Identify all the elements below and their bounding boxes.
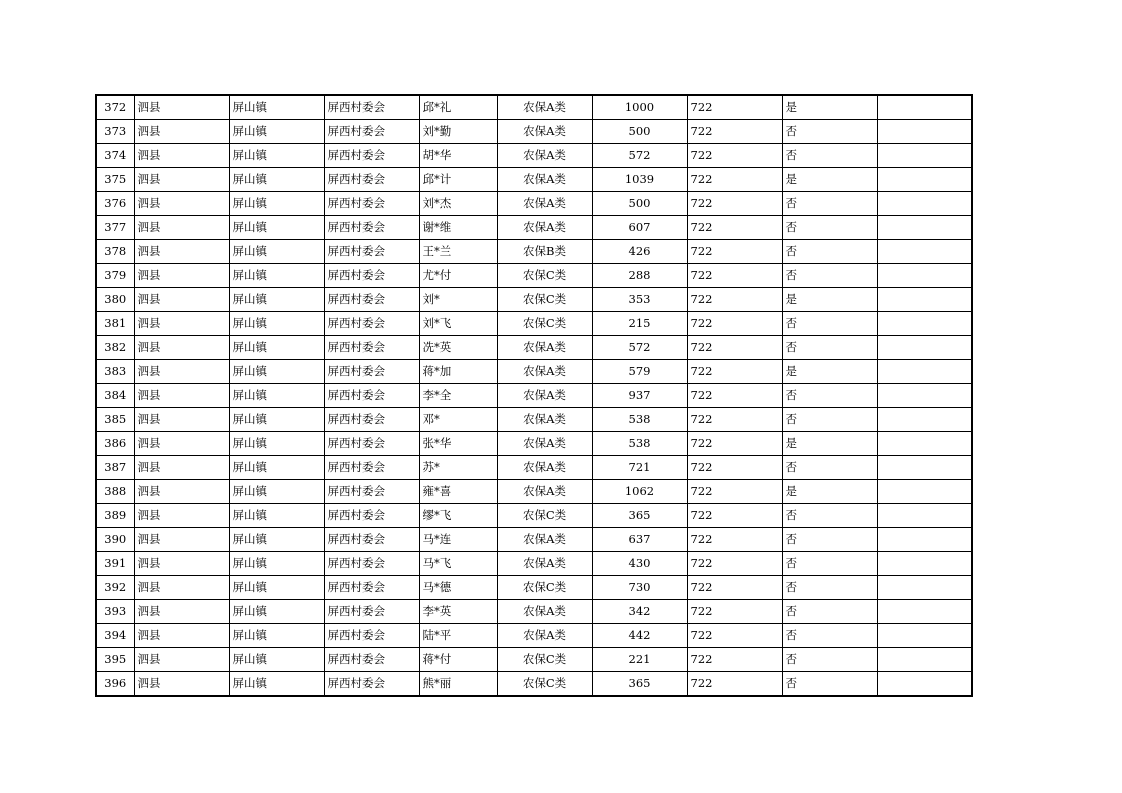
county-cell: 泗县 — [134, 168, 229, 192]
village-cell: 屏西村委会 — [324, 192, 419, 216]
flag-cell: 是 — [782, 168, 877, 192]
county-cell: 泗县 — [134, 504, 229, 528]
name-cell: 刘* — [419, 288, 497, 312]
code-cell: 722 — [687, 120, 782, 144]
code-cell: 722 — [687, 168, 782, 192]
county-cell: 泗县 — [134, 432, 229, 456]
category-cell: 农保C类 — [497, 264, 592, 288]
table-row — [96, 144, 972, 168]
town-cell: 屏山镇 — [229, 672, 324, 697]
note-cell — [877, 408, 972, 432]
county-cell: 泗县 — [134, 336, 229, 360]
category-cell: 农保A类 — [497, 120, 592, 144]
note-cell — [877, 216, 972, 240]
town-cell: 屏山镇 — [229, 432, 324, 456]
note-cell — [877, 672, 972, 697]
county-cell: 泗县 — [134, 528, 229, 552]
name-cell: 李*全 — [419, 384, 497, 408]
amount-cell: 500 — [592, 120, 687, 144]
note-cell — [877, 504, 972, 528]
amount-cell: 1062 — [592, 480, 687, 504]
name-cell: 李*英 — [419, 600, 497, 624]
code-cell: 722 — [687, 408, 782, 432]
county-cell: 泗县 — [134, 648, 229, 672]
category-cell: 农保C类 — [497, 648, 592, 672]
note-cell — [877, 624, 972, 648]
flag-cell: 是 — [782, 480, 877, 504]
county-cell: 泗县 — [134, 216, 229, 240]
amount-cell: 365 — [592, 504, 687, 528]
category-cell: 农保A类 — [497, 624, 592, 648]
note-cell — [877, 648, 972, 672]
amount-cell: 579 — [592, 360, 687, 384]
flag-cell: 否 — [782, 144, 877, 168]
table-row — [96, 120, 972, 144]
amount-cell: 288 — [592, 264, 687, 288]
village-cell: 屏西村委会 — [324, 576, 419, 600]
county-cell: 泗县 — [134, 624, 229, 648]
table-row — [96, 600, 972, 624]
table-row — [96, 432, 972, 456]
amount-cell: 430 — [592, 552, 687, 576]
category-cell: 农保A类 — [497, 552, 592, 576]
flag-cell: 否 — [782, 408, 877, 432]
flag-cell: 否 — [782, 264, 877, 288]
town-cell: 屏山镇 — [229, 528, 324, 552]
code-cell: 722 — [687, 95, 782, 120]
row-number-cell: 392 — [96, 576, 134, 600]
name-cell: 邱*礼 — [419, 95, 497, 120]
note-cell — [877, 95, 972, 120]
code-cell: 722 — [687, 552, 782, 576]
amount-cell: 500 — [592, 192, 687, 216]
row-number-cell: 388 — [96, 480, 134, 504]
amount-cell: 1000 — [592, 95, 687, 120]
town-cell: 屏山镇 — [229, 120, 324, 144]
town-cell: 屏山镇 — [229, 408, 324, 432]
category-cell: 农保C类 — [497, 288, 592, 312]
name-cell: 马*德 — [419, 576, 497, 600]
table-row — [96, 504, 972, 528]
amount-cell: 221 — [592, 648, 687, 672]
name-cell: 蒋*付 — [419, 648, 497, 672]
category-cell: 农保C类 — [497, 672, 592, 697]
county-cell: 泗县 — [134, 360, 229, 384]
flag-cell: 是 — [782, 360, 877, 384]
row-number-cell: 376 — [96, 192, 134, 216]
name-cell: 谢*维 — [419, 216, 497, 240]
amount-cell: 442 — [592, 624, 687, 648]
code-cell: 722 — [687, 336, 782, 360]
village-cell: 屏西村委会 — [324, 312, 419, 336]
table-row — [96, 480, 972, 504]
flag-cell: 否 — [782, 528, 877, 552]
row-number-cell: 379 — [96, 264, 134, 288]
code-cell: 722 — [687, 480, 782, 504]
town-cell: 屏山镇 — [229, 192, 324, 216]
village-cell: 屏西村委会 — [324, 336, 419, 360]
town-cell: 屏山镇 — [229, 576, 324, 600]
category-cell: 农保A类 — [497, 216, 592, 240]
code-cell: 722 — [687, 240, 782, 264]
category-cell: 农保A类 — [497, 432, 592, 456]
code-cell: 722 — [687, 648, 782, 672]
amount-cell: 730 — [592, 576, 687, 600]
note-cell — [877, 432, 972, 456]
county-cell: 泗县 — [134, 144, 229, 168]
code-cell: 722 — [687, 216, 782, 240]
village-cell: 屏西村委会 — [324, 264, 419, 288]
category-cell: 农保B类 — [497, 240, 592, 264]
row-number-cell: 389 — [96, 504, 134, 528]
table-row — [96, 528, 972, 552]
name-cell: 熊*丽 — [419, 672, 497, 697]
flag-cell: 否 — [782, 576, 877, 600]
note-cell — [877, 120, 972, 144]
note-cell — [877, 384, 972, 408]
name-cell: 缪*飞 — [419, 504, 497, 528]
code-cell: 722 — [687, 360, 782, 384]
note-cell — [877, 552, 972, 576]
village-cell: 屏西村委会 — [324, 504, 419, 528]
note-cell — [877, 264, 972, 288]
town-cell: 屏山镇 — [229, 288, 324, 312]
flag-cell: 否 — [782, 120, 877, 144]
village-cell: 屏西村委会 — [324, 288, 419, 312]
village-cell: 屏西村委会 — [324, 648, 419, 672]
town-cell: 屏山镇 — [229, 264, 324, 288]
row-number-cell: 381 — [96, 312, 134, 336]
note-cell — [877, 168, 972, 192]
county-cell: 泗县 — [134, 120, 229, 144]
note-cell — [877, 480, 972, 504]
category-cell: 农保A类 — [497, 168, 592, 192]
table-body — [96, 95, 972, 696]
town-cell: 屏山镇 — [229, 240, 324, 264]
county-cell: 泗县 — [134, 312, 229, 336]
flag-cell: 否 — [782, 624, 877, 648]
table-row — [96, 264, 972, 288]
code-cell: 722 — [687, 264, 782, 288]
code-cell: 722 — [687, 504, 782, 528]
category-cell: 农保A类 — [497, 384, 592, 408]
village-cell: 屏西村委会 — [324, 384, 419, 408]
town-cell: 屏山镇 — [229, 336, 324, 360]
category-cell: 农保A类 — [497, 600, 592, 624]
category-cell: 农保A类 — [497, 192, 592, 216]
row-number-cell: 386 — [96, 432, 134, 456]
note-cell — [877, 312, 972, 336]
village-cell: 屏西村委会 — [324, 216, 419, 240]
category-cell: 农保A类 — [497, 528, 592, 552]
name-cell: 雍*喜 — [419, 480, 497, 504]
code-cell: 722 — [687, 528, 782, 552]
name-cell: 马*连 — [419, 528, 497, 552]
row-number-cell: 385 — [96, 408, 134, 432]
category-cell: 农保C类 — [497, 576, 592, 600]
code-cell: 722 — [687, 456, 782, 480]
flag-cell: 否 — [782, 672, 877, 697]
flag-cell: 是 — [782, 288, 877, 312]
name-cell: 张*华 — [419, 432, 497, 456]
village-cell: 屏西村委会 — [324, 240, 419, 264]
category-cell: 农保A类 — [497, 456, 592, 480]
row-number-cell: 383 — [96, 360, 134, 384]
table-row — [96, 648, 972, 672]
category-cell: 农保C类 — [497, 504, 592, 528]
code-cell: 722 — [687, 432, 782, 456]
code-cell: 722 — [687, 576, 782, 600]
category-cell: 农保A类 — [497, 144, 592, 168]
amount-cell: 365 — [592, 672, 687, 697]
amount-cell: 342 — [592, 600, 687, 624]
category-cell: 农保A类 — [497, 360, 592, 384]
note-cell — [877, 192, 972, 216]
county-cell: 泗县 — [134, 288, 229, 312]
village-cell: 屏西村委会 — [324, 480, 419, 504]
table-row — [96, 552, 972, 576]
code-cell: 722 — [687, 384, 782, 408]
row-number-cell: 384 — [96, 384, 134, 408]
town-cell: 屏山镇 — [229, 360, 324, 384]
row-number-cell: 396 — [96, 672, 134, 697]
town-cell: 屏山镇 — [229, 624, 324, 648]
town-cell: 屏山镇 — [229, 216, 324, 240]
amount-cell: 215 — [592, 312, 687, 336]
county-cell: 泗县 — [134, 672, 229, 697]
flag-cell: 否 — [782, 504, 877, 528]
county-cell: 泗县 — [134, 192, 229, 216]
village-cell: 屏西村委会 — [324, 360, 419, 384]
note-cell — [877, 240, 972, 264]
note-cell — [877, 360, 972, 384]
name-cell: 邓* — [419, 408, 497, 432]
note-cell — [877, 576, 972, 600]
flag-cell: 是 — [782, 432, 877, 456]
table-row — [96, 624, 972, 648]
name-cell: 刘*杰 — [419, 192, 497, 216]
town-cell: 屏山镇 — [229, 504, 324, 528]
table-row — [96, 336, 972, 360]
flag-cell: 否 — [782, 192, 877, 216]
village-cell: 屏西村委会 — [324, 120, 419, 144]
row-number-cell: 393 — [96, 600, 134, 624]
flag-cell: 否 — [782, 552, 877, 576]
category-cell: 农保A类 — [497, 408, 592, 432]
county-cell: 泗县 — [134, 384, 229, 408]
village-cell: 屏西村委会 — [324, 144, 419, 168]
amount-cell: 426 — [592, 240, 687, 264]
table-row — [96, 240, 972, 264]
village-cell: 屏西村委会 — [324, 528, 419, 552]
name-cell: 刘*勤 — [419, 120, 497, 144]
code-cell: 722 — [687, 144, 782, 168]
table-row — [96, 312, 972, 336]
note-cell — [877, 144, 972, 168]
town-cell: 屏山镇 — [229, 95, 324, 120]
village-cell: 屏西村委会 — [324, 95, 419, 120]
name-cell: 刘*飞 — [419, 312, 497, 336]
flag-cell: 否 — [782, 648, 877, 672]
flag-cell: 是 — [782, 95, 877, 120]
flag-cell: 否 — [782, 384, 877, 408]
flag-cell: 否 — [782, 336, 877, 360]
note-cell — [877, 336, 972, 360]
name-cell: 苏* — [419, 456, 497, 480]
town-cell: 屏山镇 — [229, 480, 324, 504]
flag-cell: 否 — [782, 600, 877, 624]
row-number-cell: 380 — [96, 288, 134, 312]
row-number-cell: 390 — [96, 528, 134, 552]
row-number-cell: 373 — [96, 120, 134, 144]
village-cell: 屏西村委会 — [324, 408, 419, 432]
row-number-cell: 394 — [96, 624, 134, 648]
name-cell: 冼*英 — [419, 336, 497, 360]
code-cell: 722 — [687, 192, 782, 216]
town-cell: 屏山镇 — [229, 312, 324, 336]
row-number-cell: 395 — [96, 648, 134, 672]
data-table — [95, 94, 973, 697]
county-cell: 泗县 — [134, 95, 229, 120]
table-row — [96, 216, 972, 240]
village-cell: 屏西村委会 — [324, 432, 419, 456]
row-number-cell: 372 — [96, 95, 134, 120]
category-cell: 农保A类 — [497, 480, 592, 504]
county-cell: 泗县 — [134, 552, 229, 576]
table-row — [96, 456, 972, 480]
table-row — [96, 576, 972, 600]
table-row — [96, 360, 972, 384]
name-cell: 王*兰 — [419, 240, 497, 264]
amount-cell: 353 — [592, 288, 687, 312]
county-cell: 泗县 — [134, 264, 229, 288]
town-cell: 屏山镇 — [229, 648, 324, 672]
village-cell: 屏西村委会 — [324, 672, 419, 697]
code-cell: 722 — [687, 288, 782, 312]
row-number-cell: 382 — [96, 336, 134, 360]
name-cell: 蒋*加 — [419, 360, 497, 384]
code-cell: 722 — [687, 624, 782, 648]
name-cell: 马*飞 — [419, 552, 497, 576]
amount-cell: 538 — [592, 432, 687, 456]
name-cell: 胡*华 — [419, 144, 497, 168]
table-row — [96, 192, 972, 216]
amount-cell: 937 — [592, 384, 687, 408]
town-cell: 屏山镇 — [229, 552, 324, 576]
table-row — [96, 408, 972, 432]
amount-cell: 721 — [592, 456, 687, 480]
table-row — [96, 672, 972, 697]
county-cell: 泗县 — [134, 408, 229, 432]
category-cell: 农保A类 — [497, 95, 592, 120]
table-row — [96, 95, 972, 120]
amount-cell: 538 — [592, 408, 687, 432]
town-cell: 屏山镇 — [229, 456, 324, 480]
county-cell: 泗县 — [134, 480, 229, 504]
county-cell: 泗县 — [134, 576, 229, 600]
table-row — [96, 288, 972, 312]
village-cell: 屏西村委会 — [324, 552, 419, 576]
category-cell: 农保A类 — [497, 336, 592, 360]
village-cell: 屏西村委会 — [324, 168, 419, 192]
row-number-cell: 391 — [96, 552, 134, 576]
amount-cell: 607 — [592, 216, 687, 240]
county-cell: 泗县 — [134, 456, 229, 480]
town-cell: 屏山镇 — [229, 168, 324, 192]
town-cell: 屏山镇 — [229, 144, 324, 168]
flag-cell: 否 — [782, 312, 877, 336]
note-cell — [877, 600, 972, 624]
note-cell — [877, 528, 972, 552]
name-cell: 邱*计 — [419, 168, 497, 192]
code-cell: 722 — [687, 600, 782, 624]
code-cell: 722 — [687, 312, 782, 336]
town-cell: 屏山镇 — [229, 384, 324, 408]
town-cell: 屏山镇 — [229, 600, 324, 624]
flag-cell: 否 — [782, 240, 877, 264]
code-cell: 722 — [687, 672, 782, 697]
flag-cell: 否 — [782, 456, 877, 480]
village-cell: 屏西村委会 — [324, 456, 419, 480]
note-cell — [877, 456, 972, 480]
village-cell: 屏西村委会 — [324, 624, 419, 648]
row-number-cell: 387 — [96, 456, 134, 480]
row-number-cell: 377 — [96, 216, 134, 240]
table-row — [96, 168, 972, 192]
flag-cell: 否 — [782, 216, 877, 240]
village-cell: 屏西村委会 — [324, 600, 419, 624]
row-number-cell: 375 — [96, 168, 134, 192]
amount-cell: 637 — [592, 528, 687, 552]
note-cell — [877, 288, 972, 312]
county-cell: 泗县 — [134, 600, 229, 624]
table-row — [96, 384, 972, 408]
county-cell: 泗县 — [134, 240, 229, 264]
category-cell: 农保C类 — [497, 312, 592, 336]
name-cell: 尤*付 — [419, 264, 497, 288]
row-number-cell: 378 — [96, 240, 134, 264]
name-cell: 陆*平 — [419, 624, 497, 648]
row-number-cell: 374 — [96, 144, 134, 168]
amount-cell: 572 — [592, 144, 687, 168]
amount-cell: 1039 — [592, 168, 687, 192]
amount-cell: 572 — [592, 336, 687, 360]
